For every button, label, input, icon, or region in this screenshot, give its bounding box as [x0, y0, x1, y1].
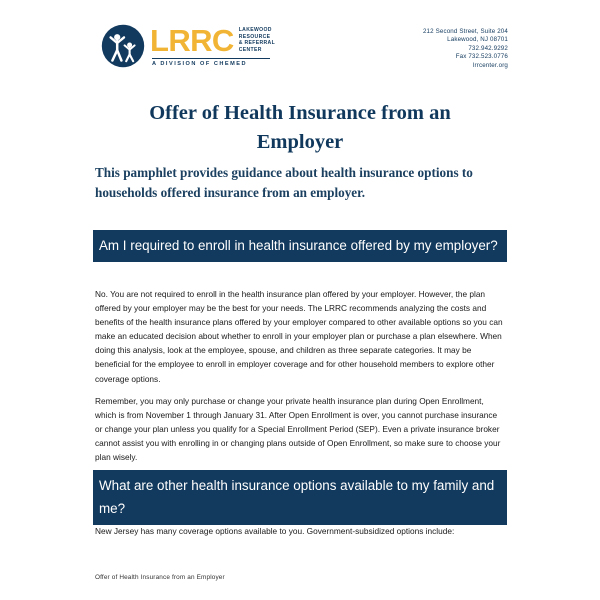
logo-text	[150, 24, 275, 67]
page-title-line-1: Offer of Health Insurance from an	[149, 102, 451, 124]
section-1-paragraph-1: No. You are not required to enroll in the health insurance plan offered by your employer. However, the plan offered by your employer may be the best for your needs. The LRRC recommends analyzing the costs and benefits of the health insurance plans offered by your employer compared to other available options so you can make an educated decision about whether to enroll in your employer plan or purchase a plan elsewhere. When doing this analysis, look at the employee, spouse, and children as three separate categories. It may be beneficial for the employee to enroll in employer coverage and for other household members to explore other coverage options.	[95, 289, 503, 384]
section-heading-2: What are other health insurance options available to my family and me?	[93, 470, 507, 525]
logo-division-label: A DIVISION OF CHEMED	[152, 61, 248, 67]
contact-address-line-2: Lakewood, NJ 08701	[447, 36, 508, 44]
page-title-line-2: Employer	[256, 131, 344, 153]
logo-subtitle-line-4: CENTER	[238, 46, 262, 53]
contact-address-line-1: 212 Second Street, Suite 204	[422, 28, 508, 35]
logo-divider	[152, 58, 270, 59]
page-title	[95, 99, 505, 157]
footer-label: Offer of Health Insurance from an Employer	[95, 574, 225, 581]
contact-website: lrrcenter.org	[473, 61, 508, 69]
logo-wordmark: LRRC	[150, 23, 234, 58]
family-figures-icon	[101, 24, 145, 68]
section-1-paragraph-2: Remember, you may only purchase or change your private health insurance plan during Open Enrollment, which is from November 1 through January 31. After Open Enrollment is over, you cannot purchase insurance or change your plan unless you qualify for a Special Enrollment Period (SEP). Even a private insurance broker cannot assist you with enrolling in or changing plans outside of Open Enrollment, so make sure to choose your plan wisely.	[95, 396, 501, 463]
logo-subtitle-line-1: LAKEWOOD	[238, 27, 272, 33]
document-header	[0, 0, 600, 86]
logo-subtitle-line-2: RESOURCE	[238, 33, 271, 40]
contact-info	[423, 28, 508, 70]
lrrc-logo	[101, 24, 275, 68]
contact-phone: 732.942.9292	[468, 44, 508, 52]
intro-paragraph: This pamphlet provides guidance about health insurance options to households offered insurance from an employer.	[95, 165, 473, 200]
logo-subtitle-line-3: & REFERRAL	[238, 40, 276, 47]
contact-fax: Fax 732.523.0776	[455, 53, 508, 61]
section-2-paragraph-1: New Jersey has many coverage options available to you. Government-subsidized options include:	[95, 526, 455, 536]
logo-subtitle	[239, 25, 275, 53]
section-heading-1: Am I required to enroll in health insurance offered by my employer?	[93, 230, 507, 262]
